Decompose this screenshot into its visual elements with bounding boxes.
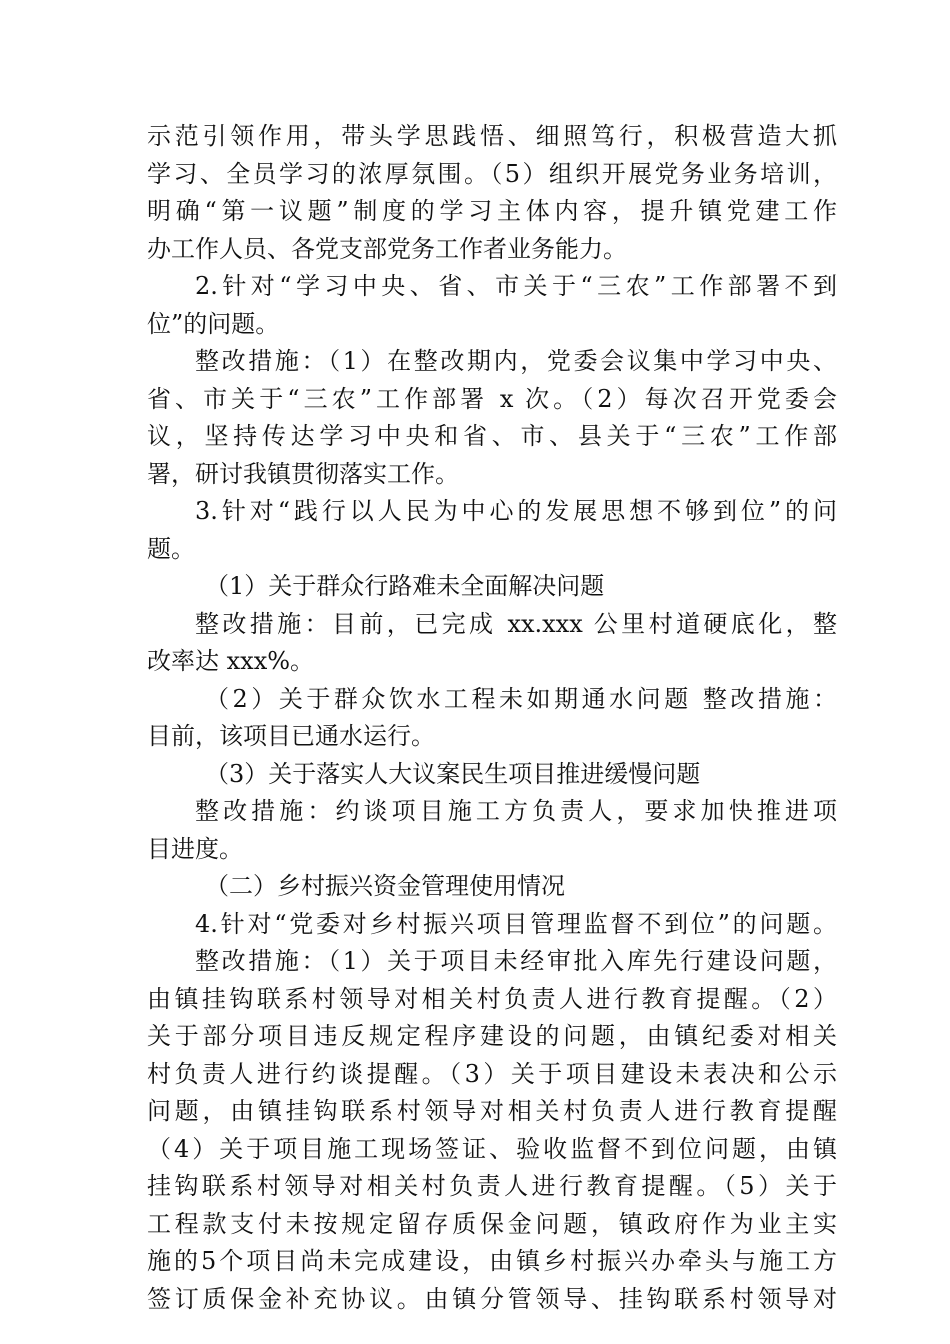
text-line: 改率达 xxx%。	[147, 647, 315, 675]
text-line: 施的5个项目尚未完成建设，由镇乡村振兴办牵头与施工方	[147, 1247, 837, 1275]
text-line: 由镇挂钩联系村领导对相关村负责人进行教育提醒。（2）	[147, 985, 837, 1013]
text-line: 整改措施：（1）在整改期内，党委会议集中学习中央、	[195, 347, 837, 375]
text-line: 题。	[147, 535, 195, 563]
text-line: 村负责人进行约谈提醒。（3）关于项目建设未表决和公示	[147, 1060, 837, 1088]
text-line: 签订质保金补充协议。由镇分管领导、挂钩联系村领导对	[147, 1285, 837, 1313]
text-line: 2.针对“学习中央、省、市关于“三农”工作部署不到	[195, 272, 837, 300]
text-line: 署，研讨我镇贯彻落实工作。	[147, 460, 459, 488]
text-line: （4）关于项目施工现场签证、验收监督不到位问题，由镇	[147, 1135, 837, 1163]
text-line: 关于部分项目违反规定程序建设的问题，由镇纪委对相关	[147, 1022, 837, 1050]
text-line: 工程款支付未按规定留存质保金问题，镇政府作为业主实	[147, 1210, 837, 1238]
text-line: 目进度。	[147, 835, 243, 863]
text-line: 办工作人员、各党支部党务工作者业务能力。	[147, 235, 627, 263]
text-line: 整改措施：目前，已完成 xx.xxx 公里村道硬底化，整	[195, 610, 837, 638]
text-line: （2）关于群众饮水工程未如期通水问题 整改措施：	[205, 685, 837, 713]
text-line: 整改措施：约谈项目施工方负责人，要求加快推进项	[195, 797, 837, 825]
text-line: 挂钩联系村领导对相关村负责人进行教育提醒。（5）关于	[147, 1172, 837, 1200]
text-line: （1）关于群众行路难未全面解决问题	[205, 572, 605, 600]
text-line: 3.针对“践行以人民为中心的发展思想不够到位”的问	[195, 497, 837, 525]
text-line: 问题，由镇挂钩联系村领导对相关村负责人进行教育提醒	[147, 1097, 837, 1125]
text-line: 示范引领作用，带头学思践悟、细照笃行，积极营造大抓	[147, 122, 837, 150]
text-line: 位”的问题。	[147, 310, 280, 338]
text-line: 目前，该项目已通水运行。	[147, 722, 435, 750]
text-line: （3）关于落实人大议案民生项目推进缓慢问题	[205, 760, 701, 788]
text-line: 4.针对“党委对乡村振兴项目管理监督不到位”的问题。	[195, 910, 837, 938]
text-line: 省、市关于“三农”工作部署 x 次。（2）每次召开党委会	[147, 385, 837, 413]
text-line: 议，坚持传达学习中央和省、市、县关于“三农”工作部	[147, 422, 837, 450]
text-line: （二）乡村振兴资金管理使用情况	[205, 872, 565, 900]
text-line: 明确“第一议题”制度的学习主体内容，提升镇党建工作	[147, 197, 837, 225]
text-line: 整改措施：（1）关于项目未经审批入库先行建设问题，	[195, 947, 837, 975]
text-line: 学习、全员学习的浓厚氛围。（5）组织开展党务业务培训，	[147, 160, 837, 188]
